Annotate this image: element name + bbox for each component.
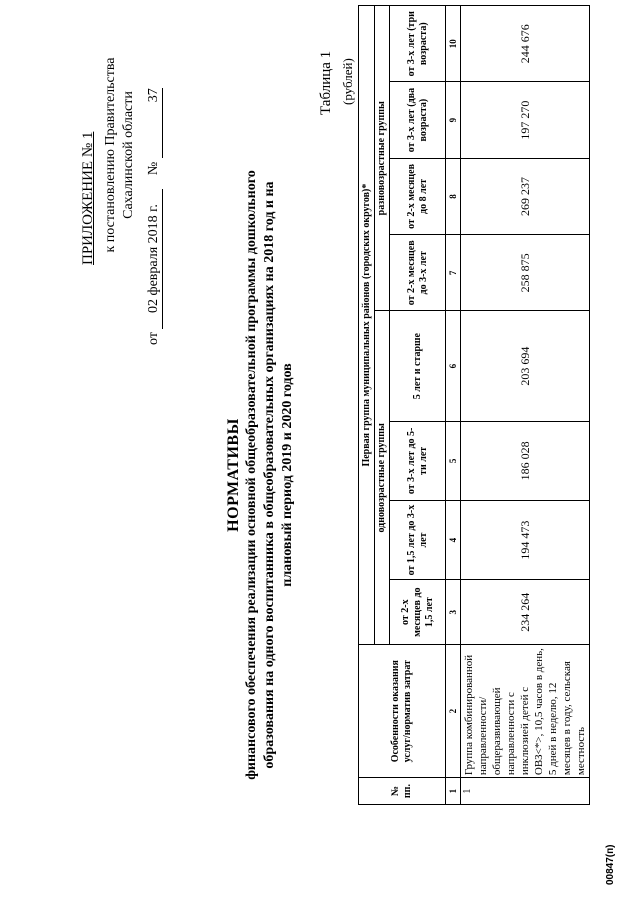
index-cell: 3 — [446, 580, 461, 645]
date-prefix: от — [146, 332, 161, 345]
date-value: 02 февраля 2018 г. — [145, 189, 163, 329]
index-cell: 7 — [446, 235, 461, 311]
appendix-line-2: Сахалинской области — [121, 91, 136, 219]
index-cell: 1 — [446, 778, 461, 805]
row-description: Группа комбинированной направленности/ общеразвивающей направленности с инклюзией детей с ОВЗ<*>, 10,5 часов в день, 5 дней в неделю, 12 месяцев в году, сельская местность — [461, 645, 590, 778]
document-title: НОРМАТИВЫ — [225, 418, 242, 532]
document-subtitle-3: плановый период 2019 и 2020 годов — [280, 363, 295, 587]
col-header: от 3-х лет (два возраста) — [390, 82, 446, 158]
row-num: 1 — [461, 778, 590, 805]
index-cell: 6 — [446, 311, 461, 421]
header-mixed-age: разновозрастные группы — [375, 6, 390, 311]
col-header: от 2-х месяцев до 1,5 лет — [390, 580, 446, 645]
number-prefix: № — [146, 161, 161, 176]
index-cell: 5 — [446, 421, 461, 500]
value-cell: 203 694 — [461, 311, 590, 421]
table-label: Таблица 1 — [318, 50, 334, 115]
col-header: от 1,5 лет до 3-х лет — [390, 500, 446, 579]
appendix-title: ПРИЛОЖЕНИЕ № 1 — [80, 131, 96, 265]
header-same-age: одновозрастные группы — [375, 311, 390, 645]
col-header: от 2-х месяцев до 8 лет — [390, 158, 446, 234]
index-cell: 8 — [446, 158, 461, 234]
number-value: 37 — [145, 88, 163, 158]
value-cell: 186 028 — [461, 421, 590, 500]
value-cell: 197 270 — [461, 82, 590, 158]
header-num: № пп. — [359, 778, 446, 805]
value-cell: 194 473 — [461, 500, 590, 579]
col-header: от 3-х лет (три возраста) — [390, 6, 446, 82]
appendix-date-line — [145, 88, 163, 345]
header-group: Первая группа муниципальных районов (городских округов)* — [359, 6, 375, 645]
col-header: 5 лет и старше — [390, 311, 446, 421]
index-cell: 9 — [446, 82, 461, 158]
table-row — [461, 6, 590, 805]
value-cell: 234 264 — [461, 580, 590, 645]
index-cell: 4 — [446, 500, 461, 579]
document-title-block — [225, 165, 297, 785]
value-cell: 258 875 — [461, 235, 590, 311]
col-header: от 3-х лет до 5-ти лет — [390, 421, 446, 500]
header-features: Особенности оказания услуг/норматив затрат — [359, 645, 446, 778]
document-subtitle-2: образования на одного воспитанника в общеобразовательных организациях на 2018 год и на — [262, 181, 277, 769]
col-header: от 2-х месяцев до 3-х лет — [390, 235, 446, 311]
norms-table — [358, 5, 590, 805]
index-cell: 2 — [446, 645, 461, 778]
table-unit: (рублей) — [340, 58, 355, 105]
document-code: 00847(п) — [605, 844, 616, 885]
document-subtitle-1: финансового обеспечения реализации основной общеобразовательной программы дошкольного — [244, 170, 259, 780]
value-cell: 244 676 — [461, 6, 590, 82]
index-cell: 10 — [446, 6, 461, 82]
value-cell: 269 237 — [461, 158, 590, 234]
appendix-line-1: к постановлению Правительства — [103, 57, 118, 253]
